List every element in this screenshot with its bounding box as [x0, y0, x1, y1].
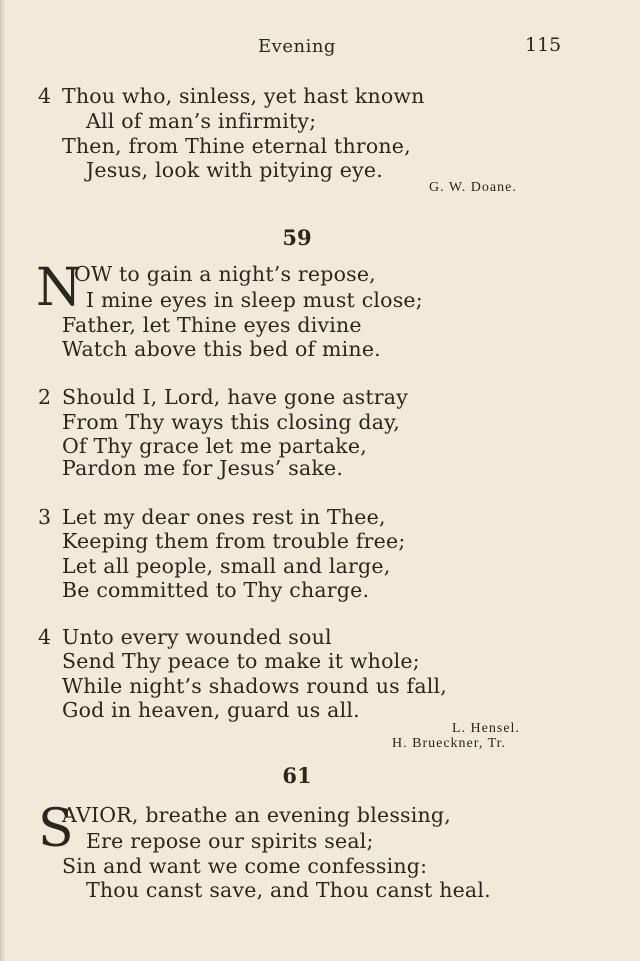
verse-line: 4 Unto every wounded soul [38, 625, 332, 649]
verse-line: Watch above this bed of mine. [62, 337, 381, 361]
verse-line: AVIOR, breathe an evening blessing, [62, 803, 451, 827]
verse-line: Of Thy grace let me partake, [62, 434, 367, 458]
verse-line: 4 Thou who, sinless, yet hast known [38, 84, 425, 108]
drop-cap: N [36, 258, 82, 318]
verse-number: 3 [38, 505, 52, 529]
verse-line: From Thy ways this closing day, [62, 410, 400, 434]
verse-line: Jesus, look with pitying eye. [86, 158, 383, 182]
verse-line: Sin and want we come confessing: [62, 854, 428, 878]
author-attribution: L. Hensel. [452, 721, 520, 736]
verse-number: 2 [38, 385, 52, 409]
verse-line: While night’s shadows round us fall, [62, 674, 447, 698]
verse-line: Then, from Thine eternal throne, [62, 134, 411, 158]
verse-line: Father, let Thine eyes divine [62, 313, 362, 337]
translator-attribution: H. Brueckner, Tr. [392, 736, 507, 751]
verse-line: Thou canst save, and Thou canst heal. [86, 878, 491, 902]
hymn-number: 59 [282, 225, 312, 250]
verse-line: I mine eyes in sleep must close; [86, 288, 423, 312]
verse-line: Keeping them from trouble free; [62, 529, 406, 553]
verse-number: 4 [38, 625, 52, 649]
verse-line: 2 Should I, Lord, have gone astray [38, 385, 408, 409]
verse-line: Be committed to Thy charge. [62, 578, 370, 602]
hymn-number: 61 [282, 763, 312, 788]
drop-cap: S [38, 799, 74, 859]
verse-line: All of man’s infirmity; [86, 109, 317, 133]
running-title: Evening [258, 36, 336, 57]
verse-line: Send Thy peace to make it whole; [62, 649, 420, 673]
verse-line: 3 Let my dear ones rest in Thee, [38, 505, 386, 529]
verse-line: OW to gain a night’s repose, [74, 262, 376, 286]
page-edge-shadow [0, 0, 6, 961]
verse-line: Pardon me for Jesus’ sake. [62, 456, 344, 480]
verse-line: Ere repose our spirits seal; [86, 829, 374, 853]
page-number: 115 [525, 34, 562, 56]
verse-line: God in heaven, guard us all. [62, 698, 360, 722]
author-attribution: G. W. Doane. [429, 180, 517, 195]
verse-number: 4 [38, 84, 52, 108]
verse-line: Let all people, small and large, [62, 554, 391, 578]
